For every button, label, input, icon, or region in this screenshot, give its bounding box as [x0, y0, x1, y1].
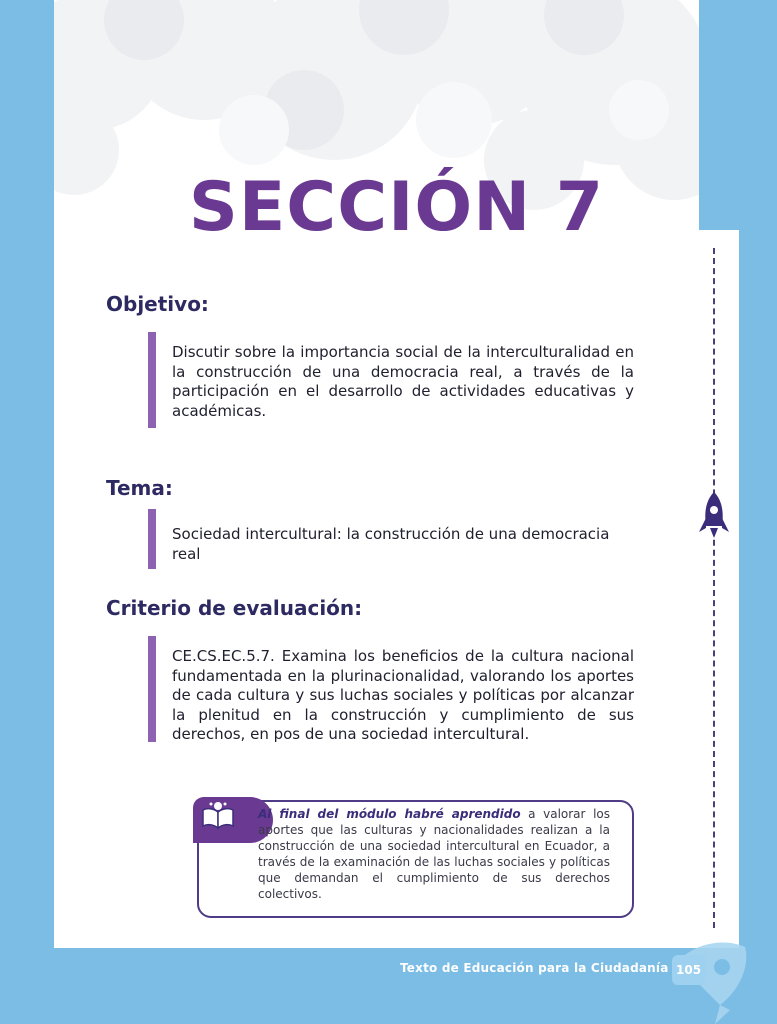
objective-text: Discutir sobre la importancia social de la interculturalidad en la construcción de una democracia real, a través de la participación en el desarrollo de actividades educativas y académicas. [172, 343, 634, 420]
learning-outcome-text [258, 806, 610, 902]
criteria-block [148, 636, 634, 742]
learning-outcome-body: a valorar los aportes que las culturas y nacionalidades realizan a la construcción de una sociedad intercultural en Ecuador, a través de la examinación de las luchas sociales y políticas que demandan el cumplimiento de sus derechos colectivos. [258, 807, 610, 901]
dashed-guide-line [713, 248, 715, 928]
objective-heading: Objetivo: [106, 292, 209, 316]
rocket-icon [698, 490, 730, 542]
topic-block [148, 509, 634, 569]
section-title: SECCIÓN 7 [188, 168, 605, 247]
learning-outcome-lead: Al final del módulo habré aprendido [258, 807, 521, 821]
criteria-heading: Criterio de evaluación: [106, 596, 363, 620]
footer-book-title: Texto de Educación para la Ciudadanía [400, 961, 669, 975]
topic-heading: Tema: [106, 476, 173, 500]
open-book-icon [201, 800, 235, 830]
objective-block [148, 332, 634, 428]
criteria-text: CE.CS.EC.5.7. Examina los beneficios de la cultura nacional fundamentada en la plurinacionalidad, valorando los aportes de cada cultura y sus luchas sociales y políticas por alcanzar la plenitud en la construcción y cumplimiento de sus derechos, en pos de una sociedad intercultural. [172, 647, 634, 743]
page-corner-fold [695, 228, 739, 278]
page-number: 105 [676, 963, 702, 977]
topic-text: Sociedad intercultural: la construcción de una democracia real [172, 525, 610, 563]
